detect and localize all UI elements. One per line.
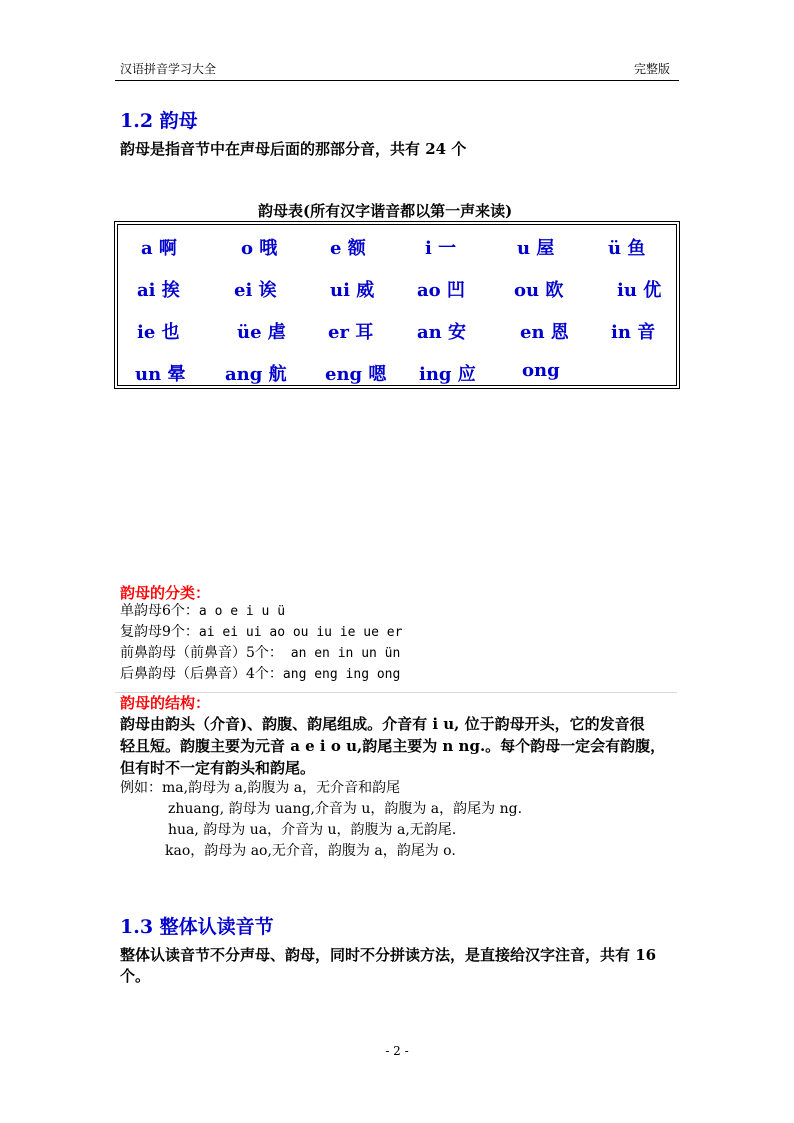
example-line: hua, 韵母为 ua，介音为 u，韵腹为 a,无韵尾. <box>168 822 457 838</box>
final-cell: o 哦 <box>241 238 278 259</box>
classification-heading: 韵母的分类： <box>120 584 211 602</box>
example-line: zhuang, 韵母为 uang,介音为 u，韵腹为 a，韵尾为 ng. <box>168 801 523 817</box>
classification-line: 单韵母6个：a o e i u ü <box>120 603 286 619</box>
final-cell: ai 挨 <box>137 280 180 301</box>
final-cell: an 安 <box>417 322 467 343</box>
page-number: - 2 - <box>385 1044 409 1058</box>
section-title-1-3: 1.3 整体认读音节 <box>120 916 274 938</box>
final-cell: a 啊 <box>141 238 177 259</box>
final-cell: eng 嗯 <box>325 364 387 385</box>
final-cell: ou 欧 <box>514 280 564 301</box>
final-cell: ie 也 <box>137 322 180 343</box>
structure-paragraph-line: 但有时不一定有韵头和韵尾。 <box>120 759 316 777</box>
structure-paragraph-line: 韵母由韵头（介音)、韵腹、韵尾组成。介音有 i u, 位于韵母开头，它的发音很 <box>120 715 645 733</box>
final-cell: u 屋 <box>517 238 555 259</box>
final-cell: iu 优 <box>617 280 662 301</box>
final-cell: ao 凹 <box>417 280 465 301</box>
section-intro-1-2: 韵母是指音节中在声母后面的那部分音，共有 24 个 <box>120 140 467 158</box>
section-paragraph-line: 个。 <box>120 967 151 985</box>
header-edition: 完整版 <box>634 62 671 76</box>
section-title-1-2: 1.2 韵母 <box>120 110 198 132</box>
classification-line: 前鼻韵母（前鼻音）5个： an en in un ün <box>120 645 401 661</box>
header-title: 汉语拼音学习大全 <box>120 62 217 76</box>
section-paragraph-line: 整体认读音节不分声母、韵母，同时不分拼读方法，是直接给汉字注音，共有 16 <box>120 946 657 964</box>
table-caption: 韵母表(所有汉字谐音都以第一声来读) <box>258 202 513 220</box>
final-cell: ong <box>522 360 560 381</box>
final-cell: i 一 <box>425 238 457 259</box>
final-cell: ü 鱼 <box>608 238 646 259</box>
example-line: 例如：ma,韵母为 a,韵腹为 a，无介音和韵尾 <box>120 780 401 796</box>
final-cell: er 耳 <box>328 322 374 343</box>
finals-table <box>114 221 680 389</box>
final-cell: ei 诶 <box>234 280 277 301</box>
final-cell: ui 威 <box>330 280 375 301</box>
final-cell: en 恩 <box>520 322 569 343</box>
final-cell: üe 虐 <box>237 322 286 343</box>
structure-heading: 韵母的结构： <box>120 694 211 712</box>
structure-paragraph-line: 轻且短。韵腹主要为元音 a e i o u,韵尾主要为 n ng.。每个韵母一定会有韵腹， <box>120 737 666 755</box>
example-line: kao，韵母为 ao,无介音，韵腹为 a，韵尾为 o. <box>165 843 456 859</box>
final-cell: un 晕 <box>135 364 186 385</box>
classification-line: 后鼻韵母（后鼻音）4个：ang eng ing ong <box>120 666 401 682</box>
final-cell: in 音 <box>611 322 656 343</box>
final-cell: e 额 <box>330 238 366 259</box>
final-cell: ang 航 <box>225 364 287 385</box>
header-divider <box>115 80 679 81</box>
final-cell: ing 应 <box>419 364 476 385</box>
classification-line: 复韵母9个：ai ei ui ao ou iu ie ue er <box>120 624 403 640</box>
